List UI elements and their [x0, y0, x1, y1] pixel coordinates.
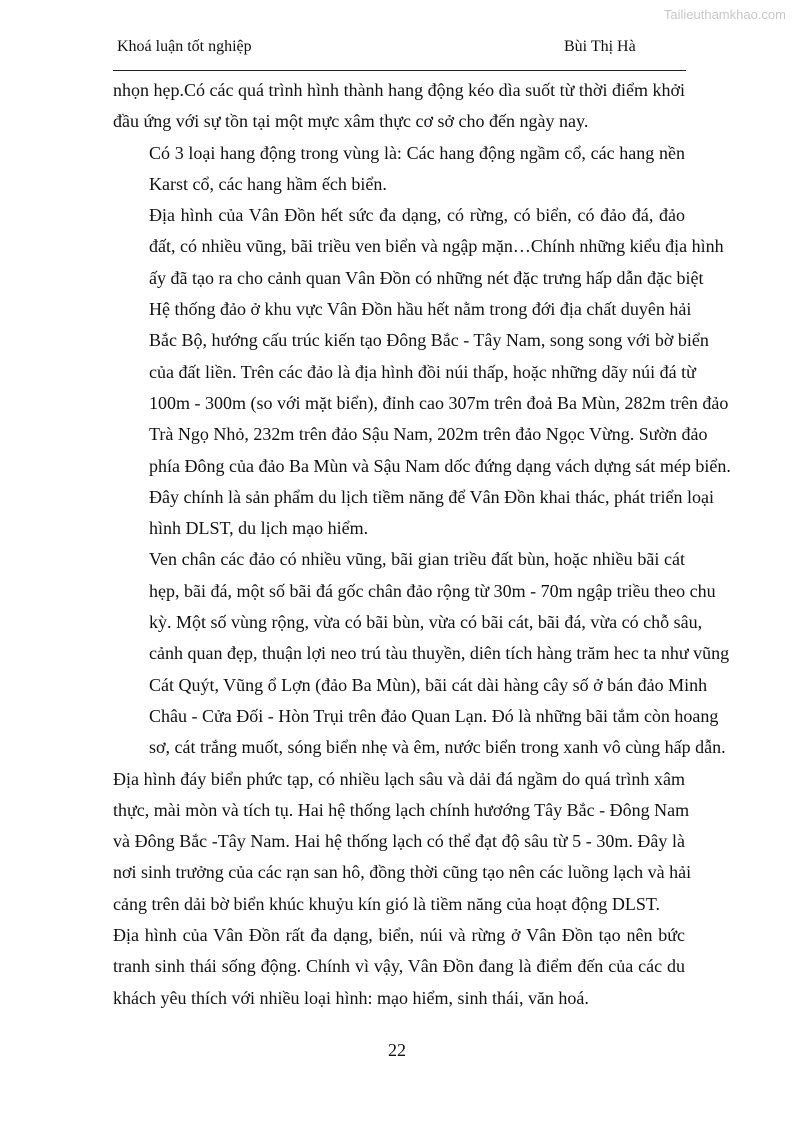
text-line: đầu ứng với sự tồn tại một mực xâm thực cơ sở cho đến ngày nay. [113, 111, 589, 132]
paragraph [113, 200, 724, 294]
text-line: thực, mài mòn và tích tụ. Hai hệ thống lạch chính hươớng Tây Bắc - Đông Nam [113, 799, 690, 820]
header-author: Bùi Thị Hà [564, 38, 636, 55]
header-divider [113, 70, 686, 71]
paragraph [113, 75, 685, 138]
paragraph [113, 544, 730, 763]
text-line: nơi sinh trưởng của các rạn san hô, đồng thời cũng tạo nên các luồng lạch và hải [113, 862, 692, 883]
paragraph [113, 920, 685, 1014]
body-text [113, 75, 731, 1014]
text-line: cảng trên dải bờ biển khúc khuỷu kín gió là tiềm năng của hoạt động DLST. [113, 893, 661, 914]
paragraph [113, 294, 731, 544]
text-line: đất, có nhiều vũng, bãi triều ven biển và ngập mặn…Chính những kiểu địa hình [149, 236, 724, 257]
text-line: nhọn hẹp.Có các quá trình hình thành hang động kéo dìa suốt từ thời điểm khởi [113, 80, 685, 100]
page-header [113, 38, 686, 66]
text-line: Có 3 loại hang động trong vùng là: Các hang động ngầm cổ, các hang nền [149, 142, 685, 163]
text-line: sơ, cát trắng muốt, sóng biển nhẹ và êm, nước biển trong xanh vô cùng hấp dẫn. [149, 737, 726, 758]
text-line: Cát Quýt, Vũng ổ Lợn (đảo Ba Mùn), bãi cát dài hàng cây số ở bán đảo Minh [149, 674, 708, 695]
text-line: hình DLST, du lịch mạo hiểm. [149, 518, 369, 539]
text-line: Karst cổ, các hang hầm ếch biển. [149, 173, 387, 194]
header-title: Khoá luận tốt nghiệp [117, 38, 252, 55]
paragraph [113, 764, 692, 920]
page-number: 22 [388, 1040, 406, 1060]
text-line: cảnh quan đẹp, thuận lợi neo trú tàu thuyền, diên tích hàng trăm hec ta như vũng [149, 643, 730, 664]
text-line: kỳ. Một số vùng rộng, vừa có bãi bùn, vừa có bãi cát, bãi đá, vừa có chỗ sâu, [149, 612, 703, 633]
text-line: Địa hình của Vân Đồn hết sức đa dạng, có rừng, có biển, có đảo đá, đảo [149, 205, 685, 226]
text-line: Châu - Cửa Đối - Hòn Trụi trên đảo Quan Lạn. Đó là những bãi tắm còn hoang [149, 705, 719, 726]
text-line: phía Đông của đảo Ba Mùn và Sậu Nam dốc đứng dạng vách dựng sát mép biển. [149, 455, 731, 476]
watermark-text: Tailieuthamkhao.com [663, 7, 786, 22]
text-line: Địa hình đáy biển phức tạp, có nhiều lạch sâu và dải đá ngầm do quá trình xâm [113, 768, 685, 789]
text-line: ấy đã tạo ra cho cảnh quan Vân Đồn có những nét đặc trưng hấp dẫn đặc biệt [149, 267, 704, 288]
text-line: khách yêu thích với nhiều loại hình: mạo hiểm, sinh thái, văn hoá. [113, 987, 589, 1008]
text-line: Đây chính là sản phẩm du lịch tiềm năng để Vân Đồn khai thác, phát triển loại [149, 486, 715, 507]
text-line: Bắc Bộ, hướng cấu trúc kiến tạo Đông Bắc - Tây Nam, song song với bờ biển [149, 330, 709, 351]
text-line: Trà Ngọ Nhỏ, 232m trên đảo Sậu Nam, 202m trên đảo Ngọc Vừng. Sườn đảo [149, 424, 708, 445]
paragraph [113, 138, 685, 201]
text-line: tranh sinh thái sống động. Chính vì vậy, Vân Đồn đang là điểm đến của các du [113, 956, 685, 977]
text-line: và Đông Bắc -Tây Nam. Hai hệ thống lạch có thể đạt độ sâu từ 5 - 30m. Đây là [113, 831, 685, 852]
text-line: Ven chân các đảo có nhiều vũng, bãi gian triều đất bùn, hoặc nhiều bãi cát [149, 549, 685, 570]
text-line: của đất liền. Trên các đảo là địa hình đồi núi thấp, hoặc những dãy núi đá từ [149, 361, 696, 382]
text-line: 100m - 300m (so với mặt biển), đỉnh cao 307m trên đoả Ba Mùn, 282m trên đảo [149, 392, 729, 413]
text-line: hẹp, bãi đá, một số bãi đá gốc chân đảo rộng từ 30m - 70m ngập triều theo chu [149, 580, 716, 601]
text-line: Hệ thống đảo ở khu vực Vân Đồn hầu hết nằm trong đới địa chất duyên hải [149, 299, 692, 320]
text-line: Địa hình của Vân Đồn rất đa dạng, biển, núi và rừng ở Vân Đồn tạo nên bức [113, 925, 685, 946]
